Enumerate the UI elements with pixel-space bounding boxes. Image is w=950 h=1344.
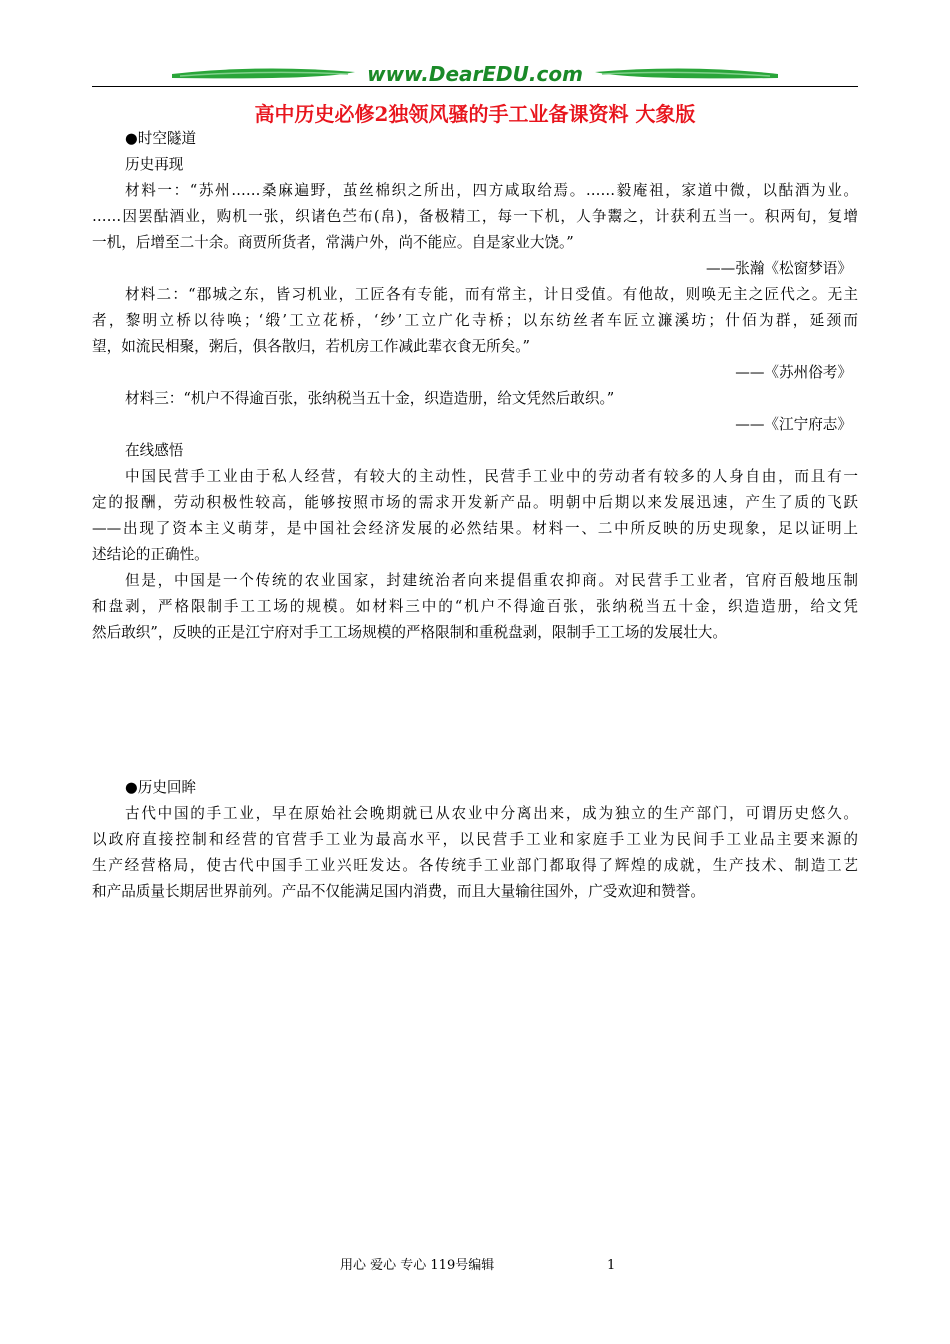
text-line: 材料三：“机户不得逾百张，张纳税当五十金，织造造册，给文凭然后敢织。”	[125, 390, 615, 407]
paragraph	[92, 464, 858, 568]
citation: ——《苏州俗考》	[735, 364, 852, 381]
material-three	[92, 386, 858, 438]
text-line: 一机，后增至二十余。商贾所货者，常满户外，尚不能应。自是家业大饶。”	[92, 234, 574, 251]
text-line: 然后敢织”，反映的正是江宁府对手工工场规模的严格限制和重税盘剥，限制手工工场的发展壮大。	[92, 624, 727, 641]
text-line: 和产品质量长期居世界前列。产品不仅能满足国内消费，而且大量输往国外，广受欢迎和赞誉。	[92, 883, 705, 900]
text-line: 但是，中国是一个传统的农业国家，封建统治者向来提倡重农抑商。对民营手工业者，官府百般地压制	[125, 572, 858, 589]
section-heading: ●历史回眸	[125, 779, 197, 796]
section-history-review	[92, 775, 858, 905]
text-line: 生产经营格局，使古代中国手工业兴旺发达。各传统手工业部门都取得了辉煌的成就，生产技术、制造工艺	[92, 857, 858, 874]
logo-text: www.DearEDU.com	[367, 62, 583, 86]
text-line: 述结论的正确性。	[92, 546, 209, 563]
header-logo	[170, 62, 780, 88]
text-line: ——出现了资本主义萌芽，是中国社会经济发展的必然结果。材料一、二中所反映的历史现象，足以证明上	[92, 520, 858, 537]
paragraph	[92, 801, 858, 905]
material-two	[92, 282, 858, 386]
header-divider	[92, 86, 858, 87]
subheading-online-insight: 在线感悟	[125, 442, 184, 459]
text-line: 以政府直接控制和经营的官营手工业为最高水平，以民营手工业和家庭手工业为民间手工业品主要来源的	[92, 831, 858, 848]
paragraph	[92, 568, 858, 646]
material-one	[92, 178, 858, 282]
text-line: 材料一：“苏州……桑麻遍野，茧丝棉织之所出，四方咸取给焉。……毅庵祖，家道中微，以酤酒为业。	[125, 182, 858, 199]
citation: ——《江宁府志》	[735, 416, 852, 433]
text-line: 中国民营手工业由于私人经营，有较大的主动性，民营手工业中的劳动者有较多的人身自由，而且有一	[125, 468, 858, 485]
citation: ——张瀚《松窗梦语》	[706, 260, 852, 277]
text-line: 定的报酬，劳动积极性较高，能够按照市场的需求开发新产品。明朝中后期以来发展迅速，产生了质的飞跃	[92, 494, 858, 511]
text-line: 望，如流民相聚，粥后，俱各散归，若机房工作减此辈衣食无所矣。”	[92, 338, 530, 355]
text-line: 者，黎明立桥以待唤；‘缎’工立花桥，‘纱’工立广化寺桥；以东纺丝者车匠立濂溪坊；什佰为群，延颈而	[92, 312, 858, 329]
footer-text: 用心 爱心 专心 119号编辑	[340, 1258, 495, 1273]
text-line: 古代中国的手工业，早在原始社会晚期就已从农业中分离出来，成为独立的生产部门，可谓历史悠久。	[125, 805, 858, 822]
section-heading: ●时空隧道	[125, 130, 197, 147]
section-time-tunnel	[92, 126, 858, 646]
text-line: 和盘剥，严格限制手工工场的规模。如材料三中的“机户不得逾百张，张纳税当五十金，织造造册，给文凭	[92, 598, 858, 615]
subheading-history-replay: 历史再现	[125, 156, 184, 173]
page-number: 1	[607, 1258, 616, 1273]
text-line: ……因罢酤酒业，购机一张，织诸色苎布(帛)，备极精工，每一下机，人争鬻之，计获利五当一。积两旬，复增	[92, 208, 858, 225]
text-line: 材料二：“郡城之东，皆习机业，工匠各有专能，而有常主，计日受值。有他故，则唤无主之匠代之。无主	[125, 286, 858, 303]
page-title: 高中历史必修2独领风骚的手工业备课资料 大象版	[254, 102, 696, 126]
